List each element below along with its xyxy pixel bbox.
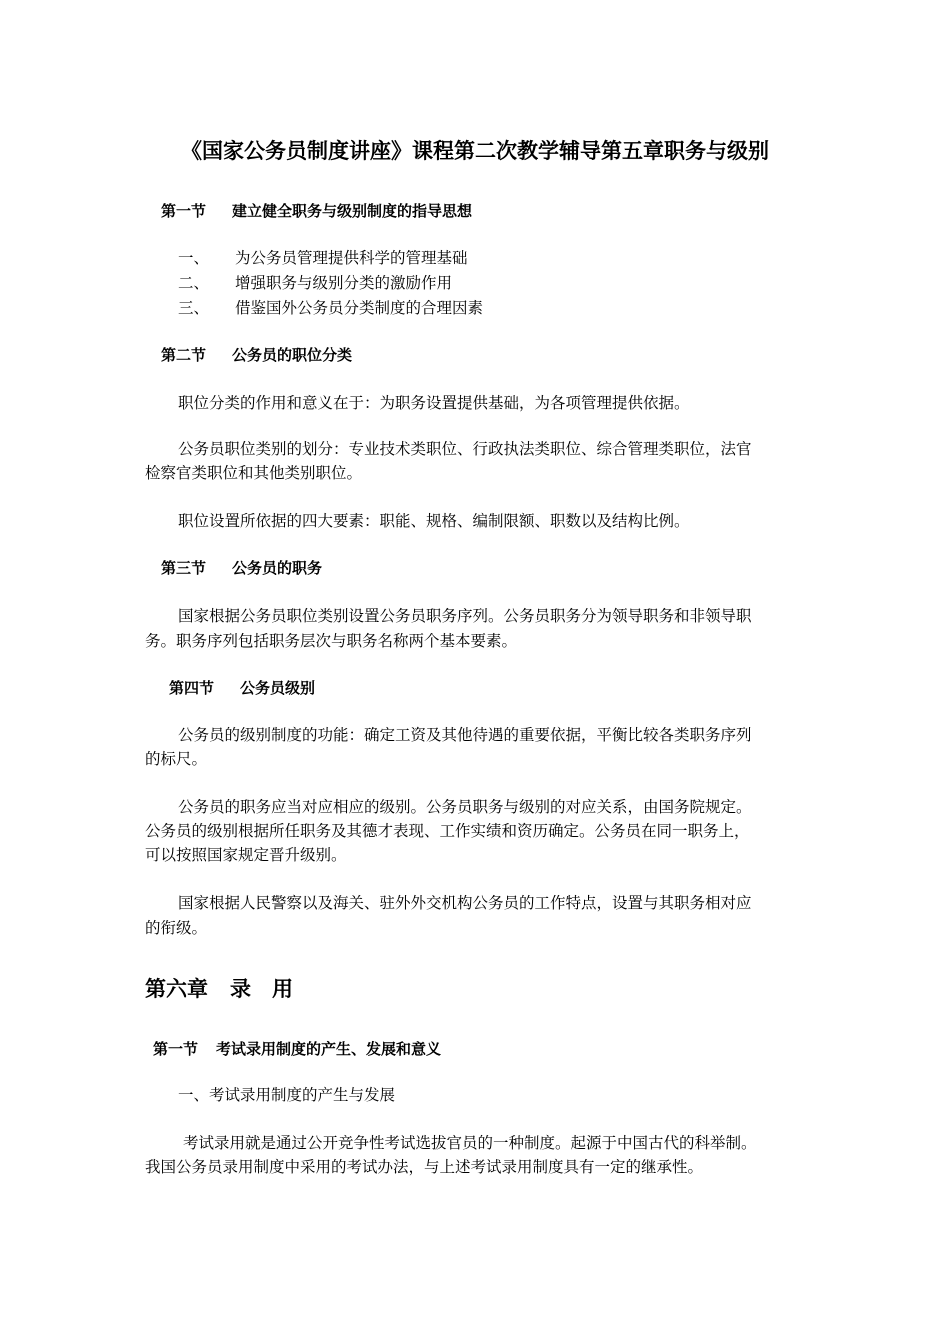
paragraph-line: 国家根据公务员职位类别设置公务员职务序列。公务员职务分为领导职务和非领导职: [178, 607, 752, 625]
section-3-heading: [161, 558, 322, 578]
section-4-heading: [169, 678, 315, 698]
chapter-6-section-1-heading: [153, 1039, 441, 1059]
paragraph-line: 可以按照国家规定晋升级别。: [145, 846, 347, 864]
section-title: 考试录用制度的产生、发展和意义: [216, 1040, 442, 1058]
document-title: 《国家公务员制度讲座》课程第二次教学辅导第五章职务与级别: [181, 138, 769, 163]
section-number: 第三节: [161, 559, 207, 577]
paragraph: 职位分类的作用和意义在于：为职务设置提供基础，为各项管理提供依据。: [178, 394, 690, 412]
list-item-number: 一、: [178, 249, 210, 267]
paragraph-line: 公务员的职务应当对应相应的级别。公务员职务与级别的对应关系，由国务院规定。: [178, 798, 752, 816]
chapter-number: 第六章: [145, 977, 208, 1001]
section-number: 第二节: [161, 346, 207, 364]
section-title: 公务员级别: [240, 679, 316, 697]
paragraph-line: 考试录用就是通过公开竞争性考试选拔官员的一种制度。起源于中国古代的科举制。: [183, 1134, 757, 1152]
section-title: 公务员的职务: [232, 559, 323, 577]
chapter-title: 录 用: [230, 977, 293, 1001]
section-title: 建立健全职务与级别制度的指导思想: [232, 202, 473, 220]
list-item: [178, 298, 483, 318]
paragraph-line: 我国公务员录用制度中采用的考试办法，与上述考试录用制度具有一定的继承性。: [145, 1158, 704, 1176]
paragraph-line: 的衔级。: [145, 919, 208, 937]
paragraph: 职位设置所依据的四大要素：职能、规格、编制限额、职数以及结构比例。: [178, 512, 690, 530]
paragraph-line: 公务员的级别制度的功能：确定工资及其他待遇的重要依据，平衡比较各类职务序列: [178, 726, 752, 744]
list-item-number: 三、: [178, 299, 210, 317]
paragraph-line: 公务员的级别根据所任职务及其德才表现、工作实绩和资历确定。公务员在同一职务上，: [145, 822, 750, 840]
paragraph-line: 公务员职位类别的划分：专业技术类职位、行政执法类职位、综合管理类职位，法官: [178, 440, 752, 458]
subheading: 一、考试录用制度的产生与发展: [178, 1086, 396, 1104]
section-number: 第四节: [169, 679, 215, 697]
section-1-heading: [161, 201, 472, 221]
paragraph-line: 检察官类职位和其他类别职位。: [145, 464, 363, 482]
list-item: [178, 273, 452, 293]
section-number: 第一节: [153, 1040, 199, 1058]
paragraph-line: 的标尺。: [145, 750, 208, 768]
list-item-text: 借鉴国外公务员分类制度的合理因素: [235, 299, 484, 317]
section-2-heading: [161, 345, 352, 365]
list-item-number: 二、: [178, 274, 210, 292]
chapter-6-heading: [145, 975, 293, 1003]
list-item-text: 增强职务与级别分类的激励作用: [235, 274, 453, 292]
section-title: 公务员的职位分类: [232, 346, 353, 364]
list-item-text: 为公务员管理提供科学的管理基础: [235, 249, 468, 267]
paragraph-line: 国家根据人民警察以及海关、驻外外交机构公务员的工作特点，设置与其职务相对应: [178, 894, 752, 912]
paragraph-line: 务。职务序列包括职务层次与职务名称两个基本要素。: [145, 632, 518, 650]
list-item: [178, 248, 468, 268]
section-number: 第一节: [161, 202, 207, 220]
